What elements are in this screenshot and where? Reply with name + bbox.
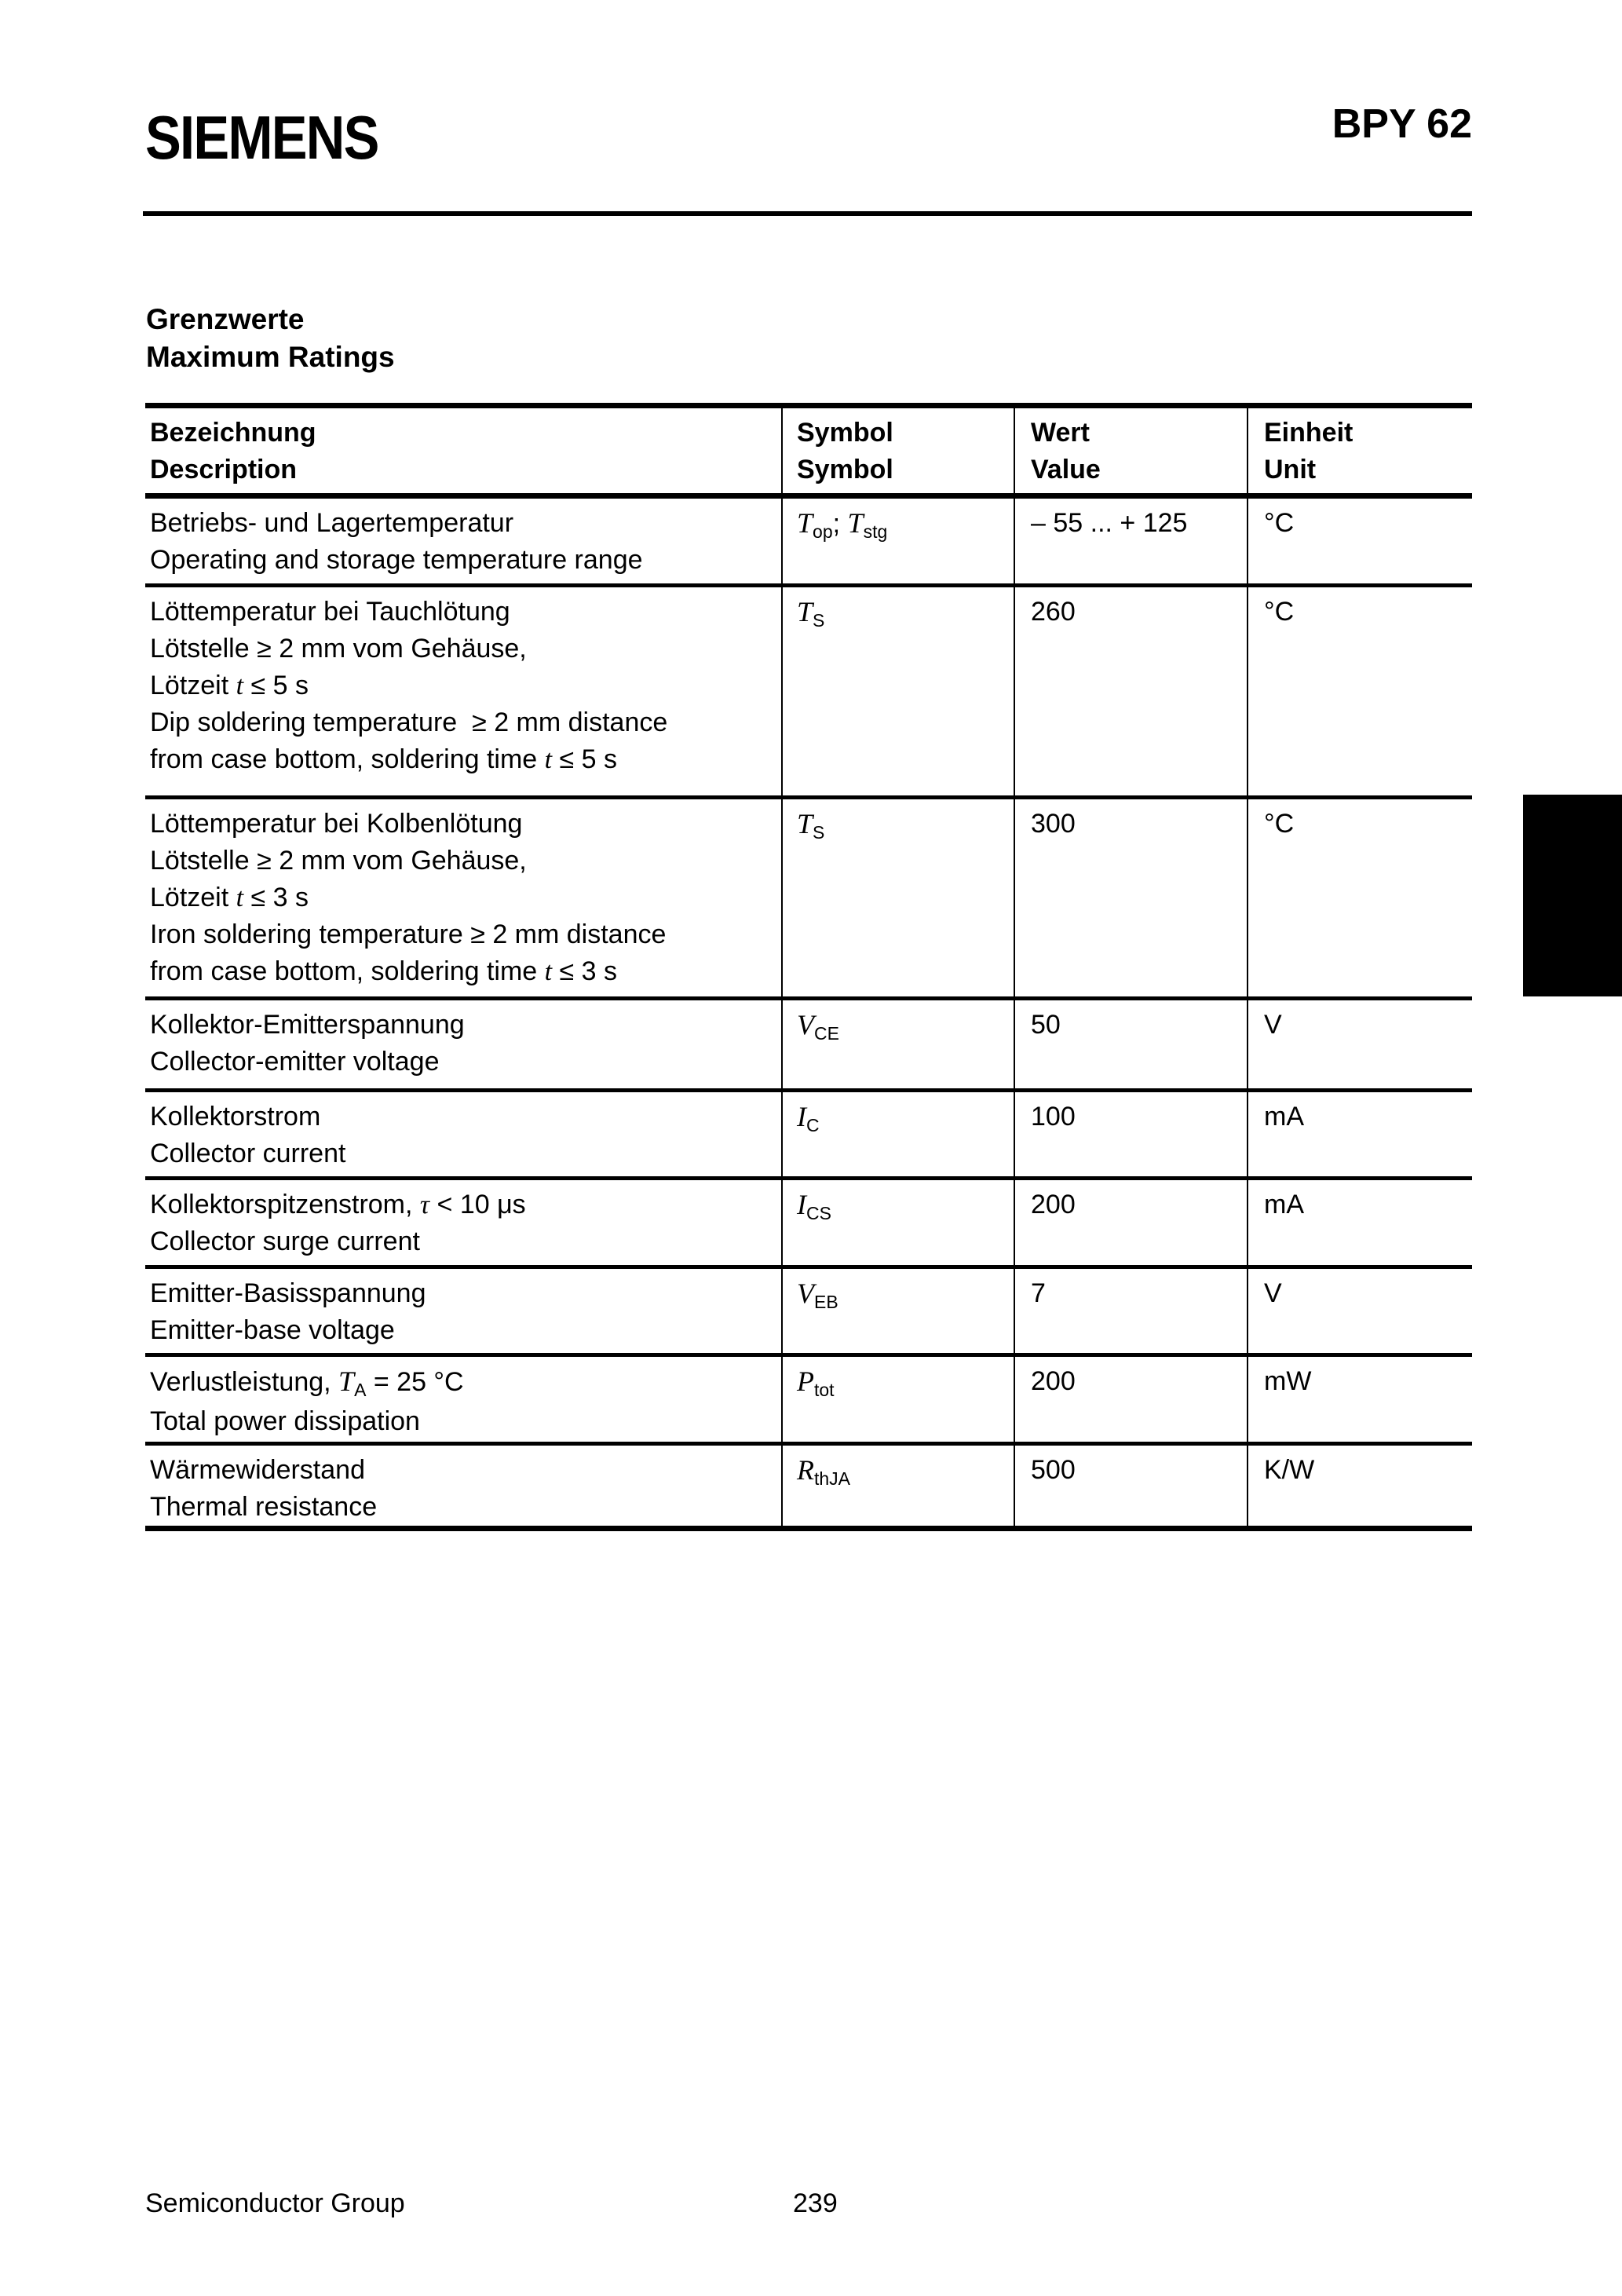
- unit-line: K/W: [1264, 1455, 1315, 1485]
- unit-cell: [1248, 1267, 1472, 1355]
- symbol-base: V: [797, 1278, 814, 1309]
- header-line: Unit: [1264, 455, 1317, 484]
- description-cell: [145, 1444, 782, 1529]
- symbol-base: T: [797, 808, 813, 839]
- text-segment: Lötstelle ≥ 2 mm vom Gehäuse,: [150, 634, 527, 664]
- symbol-subscript: CE: [814, 1023, 839, 1044]
- section-title: [146, 301, 395, 376]
- description-line: [150, 916, 776, 953]
- value-cell: [1014, 1091, 1248, 1179]
- text-segment: t: [544, 957, 553, 986]
- description-line: [150, 1223, 776, 1260]
- value-line: 500: [1031, 1455, 1076, 1485]
- table-header: [145, 406, 1472, 496]
- header-line: Value: [1031, 455, 1101, 484]
- text-segment: Lötstelle ≥ 2 mm vom Gehäuse,: [150, 846, 527, 876]
- text-segment: Lötzeit: [150, 883, 236, 912]
- text-segment: from case bottom, soldering time: [150, 744, 545, 774]
- text-segment: Emitter-base voltage: [150, 1315, 395, 1345]
- unit-line: °C: [1264, 809, 1295, 839]
- symbol-line: [797, 1452, 1009, 1492]
- symbol-cell: [782, 1267, 1014, 1355]
- description-cell: [145, 1355, 782, 1444]
- value-cell: [1014, 586, 1248, 798]
- table-row: [145, 496, 1472, 586]
- description-line: [150, 806, 776, 843]
- text-segment: Lötzeit: [150, 671, 236, 700]
- header-line: Description: [150, 455, 298, 484]
- text-segment: Kollektorstrom: [150, 1102, 321, 1132]
- text-segment: ≤ 5 s: [552, 744, 618, 774]
- ratings-table: [145, 403, 1472, 1531]
- text-segment: t: [236, 671, 244, 700]
- text-segment: t: [236, 883, 244, 912]
- unit-cell: [1248, 1091, 1472, 1179]
- symbol-cell: [782, 496, 1014, 586]
- text-segment: Kollektor-Emitterspannung: [150, 1010, 465, 1040]
- description-cell: [145, 1267, 782, 1355]
- symbol-subscript: EB: [814, 1292, 838, 1312]
- unit-cell: [1248, 1179, 1472, 1267]
- symbol-line: [797, 1275, 1009, 1315]
- description-line: [150, 741, 776, 778]
- description-line: [150, 879, 776, 916]
- text-segment: Dip soldering temperature ≥ 2 mm distance: [150, 707, 668, 737]
- footer-page-number: 239: [793, 2188, 838, 2218]
- header-value: [1014, 406, 1248, 496]
- unit-line: °C: [1264, 508, 1295, 538]
- header-line: Wert: [1031, 418, 1090, 448]
- value-cell: [1014, 1179, 1248, 1267]
- symbol-base: P: [797, 1366, 814, 1397]
- section-tab-marker: [1523, 795, 1622, 996]
- description-line: [150, 594, 776, 631]
- footer: [145, 2188, 1472, 2220]
- symbol-subscript: A: [354, 1380, 367, 1400]
- unit-cell: [1248, 1444, 1472, 1529]
- description-line: [150, 704, 776, 741]
- description-line: [150, 1452, 776, 1489]
- description-line: [150, 1186, 776, 1223]
- siemens-logo: SIEMENS: [145, 103, 378, 172]
- text-segment: Emitter-Basisspannung: [150, 1278, 426, 1308]
- text-segment: Total power dissipation: [150, 1406, 420, 1436]
- value-line: 100: [1031, 1102, 1076, 1132]
- symbol-base: V: [797, 1009, 814, 1040]
- unit-cell: [1248, 496, 1472, 586]
- footer-group-name: Semiconductor Group: [145, 2188, 405, 2218]
- header-line: Bezeichnung: [150, 418, 316, 448]
- text-segment: Löttemperatur bei Kolbenlötung: [150, 809, 523, 839]
- unit-line: mW: [1264, 1366, 1312, 1396]
- value-line: 260: [1031, 597, 1076, 627]
- table-row: [145, 586, 1472, 798]
- header-description: [145, 406, 782, 496]
- symbol-subscript: thJA: [814, 1468, 851, 1489]
- symbol-base: T: [338, 1366, 355, 1397]
- description-line: [150, 1135, 776, 1172]
- table-row: [145, 1091, 1472, 1179]
- text-segment: from case bottom, soldering time: [150, 956, 545, 986]
- description-line: [150, 843, 776, 879]
- unit-line: mA: [1264, 1190, 1304, 1219]
- table-row: [145, 798, 1472, 999]
- symbol-base: R: [797, 1454, 814, 1486]
- value-line: – 55 ... + 125: [1031, 508, 1188, 538]
- value-cell: [1014, 496, 1248, 586]
- value-cell: [1014, 1444, 1248, 1529]
- description-cell: [145, 1179, 782, 1267]
- header-line: Symbol: [797, 418, 893, 448]
- text-segment: ≤ 3 s: [243, 883, 309, 912]
- table-row: [145, 1355, 1472, 1444]
- description-line: [150, 542, 776, 579]
- description-line: [150, 1044, 776, 1080]
- text-segment: Wärmewiderstand: [150, 1455, 365, 1485]
- symbol-line: [797, 1186, 1009, 1227]
- symbol-subscript: op: [813, 521, 833, 542]
- table-row: [145, 1444, 1472, 1529]
- text-segment: Verlustleistung,: [150, 1367, 339, 1397]
- text-segment: < 10 μs: [429, 1190, 526, 1219]
- value-cell: [1014, 798, 1248, 999]
- unit-cell: [1248, 1355, 1472, 1444]
- value-line: 300: [1031, 809, 1076, 839]
- description-cell: [145, 1091, 782, 1179]
- symbol-base: I: [797, 1101, 806, 1132]
- section-title-de: Grenzwerte: [146, 303, 305, 335]
- description-cell: [145, 496, 782, 586]
- header-symbol: [782, 406, 1014, 496]
- text-segment: Collector-emitter voltage: [150, 1047, 440, 1077]
- unit-line: mA: [1264, 1102, 1304, 1132]
- text-segment: ≤ 5 s: [243, 671, 309, 700]
- value-cell: [1014, 1267, 1248, 1355]
- value-line: 200: [1031, 1366, 1076, 1396]
- value-line: 50: [1031, 1010, 1061, 1040]
- description-line: [150, 1312, 776, 1349]
- value-line: 7: [1031, 1278, 1046, 1308]
- symbol-cell: [782, 1091, 1014, 1179]
- unit-line: °C: [1264, 597, 1295, 627]
- text-segment: Collector current: [150, 1139, 346, 1168]
- symbol-base: I: [797, 1189, 806, 1220]
- value-cell: [1014, 1355, 1248, 1444]
- header-row: [145, 406, 1472, 496]
- symbol-subscript: tot: [814, 1380, 835, 1400]
- unit-line: V: [1264, 1278, 1282, 1308]
- symbol-line: [797, 594, 1009, 634]
- symbol-line: [797, 806, 1009, 846]
- unit-cell: [1248, 999, 1472, 1091]
- symbol-base: T: [847, 507, 864, 539]
- table-row: [145, 1267, 1472, 1355]
- unit-line: V: [1264, 1010, 1282, 1040]
- header-unit: [1248, 406, 1472, 496]
- symbol-cell: [782, 798, 1014, 999]
- symbol-cell: [782, 1444, 1014, 1529]
- symbol-subscript: C: [806, 1115, 820, 1135]
- description-line: [150, 1403, 776, 1440]
- unit-cell: [1248, 798, 1472, 999]
- text-segment: Thermal resistance: [150, 1492, 378, 1522]
- value-line: 200: [1031, 1190, 1076, 1219]
- text-segment: Operating and storage temperature range: [150, 545, 643, 575]
- description-cell: [145, 586, 782, 798]
- symbol-cell: [782, 586, 1014, 798]
- description-line: [150, 1363, 776, 1403]
- text-segment: ;: [832, 509, 848, 539]
- value-cell: [1014, 999, 1248, 1091]
- symbol-line: [797, 1099, 1009, 1139]
- description-line: [150, 1275, 776, 1312]
- text-segment: ≤ 3 s: [552, 956, 618, 986]
- description-line: [150, 1489, 776, 1526]
- symbol-cell: [782, 1179, 1014, 1267]
- part-number: BPY 62: [1332, 101, 1472, 147]
- header-divider: [143, 211, 1472, 216]
- text-segment: Betriebs- und Lagertemperatur: [150, 508, 514, 538]
- text-segment: Kollektorspitzenstrom,: [150, 1190, 420, 1219]
- section-title-en: Maximum Ratings: [146, 341, 395, 373]
- header-line: Symbol: [797, 455, 893, 484]
- symbol-subscript: S: [813, 822, 825, 843]
- symbol-subscript: stg: [863, 521, 888, 542]
- symbol-subscript: CS: [806, 1203, 831, 1223]
- symbol-subscript: S: [813, 610, 825, 631]
- symbol-line: [797, 1007, 1009, 1047]
- description-line: [150, 505, 776, 542]
- unit-cell: [1248, 586, 1472, 798]
- text-segment: τ: [419, 1190, 430, 1219]
- table-row: [145, 1179, 1472, 1267]
- symbol-base: T: [797, 507, 813, 539]
- symbol-base: T: [797, 596, 813, 627]
- description-line: [150, 631, 776, 667]
- table-body: [145, 496, 1472, 1529]
- description-line: [150, 1007, 776, 1044]
- description-cell: [145, 798, 782, 999]
- description-line: [150, 1099, 776, 1135]
- symbol-cell: [782, 1355, 1014, 1444]
- text-segment: Löttemperatur bei Tauchlötung: [150, 597, 510, 627]
- symbol-cell: [782, 999, 1014, 1091]
- text-segment: Collector surge current: [150, 1227, 420, 1256]
- text-segment: Iron soldering temperature ≥ 2 mm distance: [150, 919, 667, 949]
- text-segment: t: [544, 745, 553, 774]
- header-line: Einheit: [1264, 418, 1353, 448]
- table-row: [145, 999, 1472, 1091]
- symbol-line: [797, 1363, 1009, 1403]
- text-segment: = 25 °C: [366, 1367, 464, 1397]
- description-cell: [145, 999, 782, 1091]
- symbol-line: [797, 505, 1009, 545]
- description-line: [150, 667, 776, 704]
- description-line: [150, 953, 776, 990]
